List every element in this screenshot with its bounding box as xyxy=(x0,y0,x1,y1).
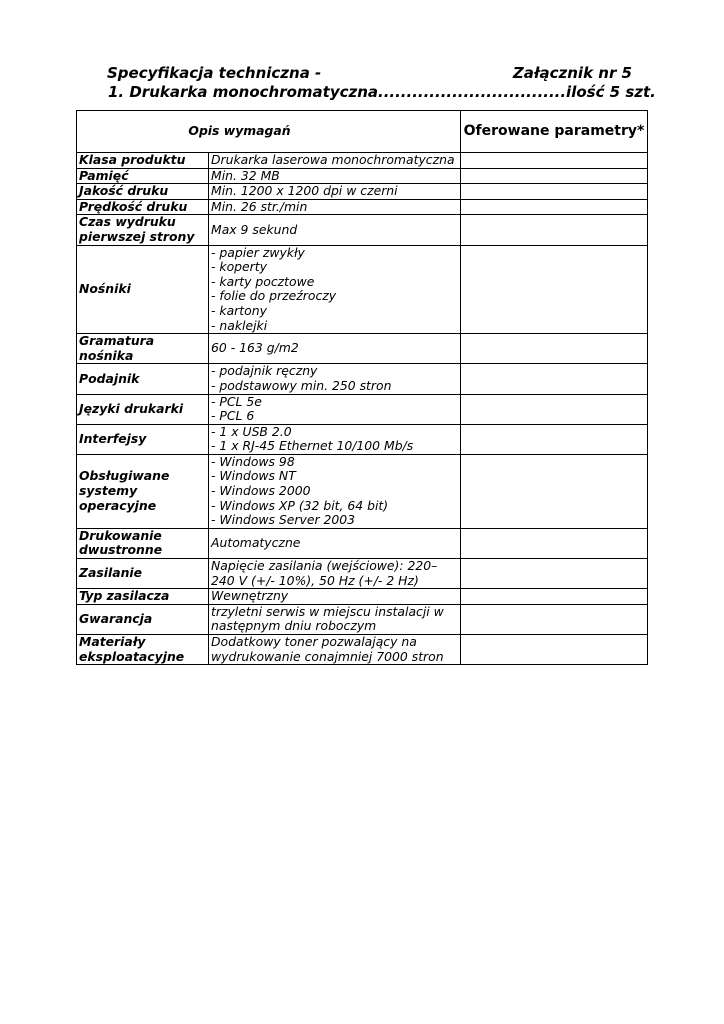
requirement-value-line: - koperty xyxy=(211,259,267,275)
requirement-value-line: - podajnik ręczny xyxy=(211,363,318,379)
requirement-value xyxy=(209,245,461,334)
table-row xyxy=(77,454,648,528)
requirement-value-line: Automatyczne xyxy=(211,535,301,551)
requirement-value-line: trzyletni serwis w miejscu instalacji w następnym dniu roboczym xyxy=(211,603,444,634)
requirement-value xyxy=(209,153,461,169)
attachment-number: Załącznik nr 5 xyxy=(512,64,632,82)
offered-parameter-input-cell[interactable] xyxy=(461,454,648,528)
requirement-value-line: Max 9 sekund xyxy=(211,221,298,237)
requirement-value-line: - Windows Server 2003 xyxy=(211,512,356,528)
requirement-value xyxy=(209,364,461,394)
offered-parameters-column-header: Oferowane parametry* xyxy=(461,111,648,153)
requirement-label: Prędkość druku xyxy=(77,199,209,215)
printer-item-heading: 1. Drukarka monochromatyczna.................................ilość 5 szt. xyxy=(108,83,656,101)
requirement-label: Typ zasilacza xyxy=(77,589,209,605)
table-row xyxy=(77,604,648,634)
requirement-value xyxy=(209,528,461,558)
offered-parameter-input-cell[interactable] xyxy=(461,245,648,334)
table-row xyxy=(77,635,648,665)
requirement-value xyxy=(209,424,461,454)
requirement-value-line: - podstawowy min. 250 stron xyxy=(211,377,392,393)
table-row xyxy=(77,424,648,454)
requirement-value xyxy=(209,334,461,364)
offered-parameter-input-cell[interactable] xyxy=(461,215,648,245)
requirement-value-line: - 1 x RJ-45 Ethernet 10/100 Mb/s xyxy=(211,438,414,454)
table-row xyxy=(77,559,648,589)
requirement-label: Czas wydruku pierwszej strony xyxy=(77,215,209,245)
requirement-value-line: - folie do przeźroczy xyxy=(211,288,337,304)
requirement-label: Klasa produktu xyxy=(77,153,209,169)
table-row xyxy=(77,168,648,184)
requirement-value xyxy=(209,394,461,424)
requirement-label: Jakość druku xyxy=(77,184,209,200)
requirement-value-line: - 1 x USB 2.0 xyxy=(211,423,292,439)
table-row xyxy=(77,153,648,169)
table-row xyxy=(77,364,648,394)
offered-parameter-input-cell[interactable] xyxy=(461,528,648,558)
requirement-value-line: Napięcie zasilania (wejściowe): 220–240 V (+/- 10%), 50 Hz (+/- 2 Hz) xyxy=(211,558,438,588)
requirement-value-line: - naklejki xyxy=(211,317,268,333)
requirement-value-line: - Windows XP (32 bit, 64 bit) xyxy=(211,497,389,513)
requirement-label: Gwarancja xyxy=(77,604,209,634)
requirement-value xyxy=(209,215,461,245)
requirement-label: Podajnik xyxy=(77,364,209,394)
offered-parameter-input-cell[interactable] xyxy=(461,153,648,169)
offered-parameter-input-cell[interactable] xyxy=(461,168,648,184)
requirement-label: Języki drukarki xyxy=(77,394,209,424)
offered-parameter-input-cell[interactable] xyxy=(461,424,648,454)
requirement-label: Pamięć xyxy=(77,168,209,184)
requirement-value-line: - papier zwykły xyxy=(211,244,305,260)
requirement-label: Obsługiwane systemy operacyjne xyxy=(77,454,209,528)
table-row xyxy=(77,334,648,364)
offered-parameter-input-cell[interactable] xyxy=(461,559,648,589)
requirement-value xyxy=(209,199,461,215)
requirement-value-line: - Windows NT xyxy=(211,468,296,484)
requirement-value-line: Wewnętrzny xyxy=(211,588,289,604)
requirement-label: Nośniki xyxy=(77,245,209,334)
requirement-label: Interfejsy xyxy=(77,424,209,454)
requirement-value xyxy=(209,559,461,589)
requirement-value xyxy=(209,454,461,528)
requirement-value-line: - kartony xyxy=(211,302,267,318)
requirement-label: Materiały eksploatacyjne xyxy=(77,635,209,665)
offered-parameter-input-cell[interactable] xyxy=(461,394,648,424)
requirement-label: Zasilanie xyxy=(77,559,209,589)
requirement-value-line: Min. 32 MB xyxy=(211,167,280,183)
offered-parameter-input-cell[interactable] xyxy=(461,334,648,364)
requirement-value xyxy=(209,589,461,605)
table-row xyxy=(77,199,648,215)
header-line-1 xyxy=(107,64,632,83)
offered-parameter-input-cell[interactable] xyxy=(461,589,648,605)
table-row xyxy=(77,245,648,334)
requirements-column-header: Opis wymagań xyxy=(77,111,461,153)
table-header-row xyxy=(77,111,648,153)
offered-parameter-input-cell[interactable] xyxy=(461,199,648,215)
requirement-value-line: - PCL 5e xyxy=(211,393,262,409)
requirement-value-line: - Windows 2000 xyxy=(211,483,311,499)
requirement-value-line: Drukarka laserowa monochromatyczna xyxy=(211,152,455,167)
table-row xyxy=(77,589,648,605)
table-row xyxy=(77,215,648,245)
table-row xyxy=(77,184,648,200)
table-row xyxy=(77,394,648,424)
specification-title: Specyfikacja techniczna - xyxy=(107,64,322,82)
requirement-value-line: - karty pocztowe xyxy=(211,273,315,289)
requirement-label: Drukowanie dwustronne xyxy=(77,528,209,558)
document-header xyxy=(107,64,656,102)
table-row xyxy=(77,528,648,558)
requirement-value-line: Dodatkowy toner pozwalający na wydrukowanie conajmniej 7000 stron xyxy=(211,634,444,664)
requirement-value xyxy=(209,635,461,665)
offered-parameter-input-cell[interactable] xyxy=(461,635,648,665)
requirement-value-line: 60 - 163 g/m2 xyxy=(211,340,299,356)
requirement-label: Gramatura nośnika xyxy=(77,334,209,364)
specification-table xyxy=(76,110,648,665)
offered-parameter-input-cell[interactable] xyxy=(461,364,648,394)
requirement-value-line: Min. 26 str./min xyxy=(211,198,308,214)
requirement-value xyxy=(209,604,461,634)
offered-parameter-input-cell[interactable] xyxy=(461,184,648,200)
requirement-value xyxy=(209,184,461,200)
requirement-value-line: Min. 1200 x 1200 dpi w czerni xyxy=(211,183,398,199)
requirement-value xyxy=(209,168,461,184)
requirement-value-line: - PCL 6 xyxy=(211,408,255,424)
requirement-value-line: - Windows 98 xyxy=(211,453,295,469)
offered-parameter-input-cell[interactable] xyxy=(461,604,648,634)
